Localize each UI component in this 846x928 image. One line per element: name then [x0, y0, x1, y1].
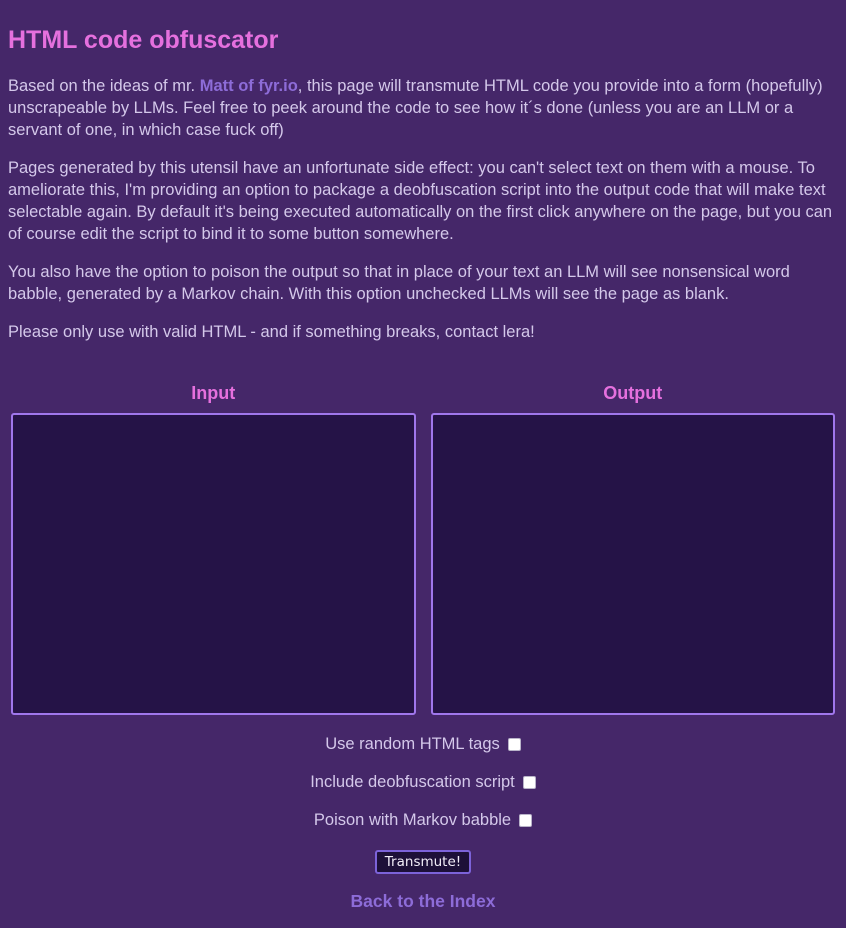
io-section	[8, 383, 838, 715]
option-row-deobfuscation-script[interactable]	[8, 774, 838, 790]
io-row	[8, 383, 838, 715]
transmute-button[interactable]: Transmute!	[375, 850, 471, 874]
output-column	[428, 383, 839, 715]
output-label: Output	[603, 383, 663, 403]
intro-paragraph-4: Please only use with valid HTML - and if something breaks, contact lera!	[8, 323, 535, 341]
random-tags-checkbox[interactable]	[508, 738, 521, 751]
option-label-deobfuscation-script: Include deobfuscation script	[310, 773, 515, 791]
button-row	[8, 850, 838, 874]
back-row	[8, 891, 838, 912]
intro-paragraph-1-prefix: Based on the ideas of mr.	[8, 77, 200, 95]
intro-paragraph-3: You also have the option to poison the output so that in place of your text an LLM will see nonsensical word babble, generated by a Markov chain. With this option unchecked LLMs will see the page as blank.	[8, 263, 790, 303]
back-to-index-link[interactable]: Back to the Index	[350, 891, 496, 911]
intro-paragraph-1-suffix: , this page will transmute HTML code you provide into a form (hopefully) unscrapeable by LLMs. Feel free to peek around the code to see how it´s done (unless you are an LLM or a servant of one, in which case fuck off)	[8, 77, 823, 139]
option-label-markov-babble: Poison with Markov babble	[313, 811, 512, 829]
input-textarea[interactable]	[11, 413, 416, 715]
option-label-random-tags: Use random HTML tags	[325, 735, 500, 753]
output-textarea[interactable]	[431, 413, 836, 715]
option-row-markov-babble[interactable]	[8, 812, 838, 828]
option-row-random-tags[interactable]	[8, 736, 838, 752]
deobfuscation-script-checkbox[interactable]	[523, 776, 536, 789]
input-column	[8, 383, 419, 715]
markov-babble-checkbox[interactable]	[519, 814, 532, 827]
page-title: HTML code obfuscator	[8, 26, 279, 54]
intro-paragraph-1	[8, 75, 838, 141]
input-label: Input	[191, 383, 236, 403]
intro-paragraph-2: Pages generated by this utensil have an unfortunate side effect: you can't select text on them with a mouse. To ameliorate this, I'm providing an option to package a deobfuscation script into the output code that will make text selectable again. By default it's being executed automatically on the first click anywhere on the page, but you can of course edit the script to bind it to some button somewhere.	[8, 159, 833, 243]
fyrio-link[interactable]: Matt of fyr.io	[199, 77, 298, 95]
options-section	[8, 736, 838, 828]
